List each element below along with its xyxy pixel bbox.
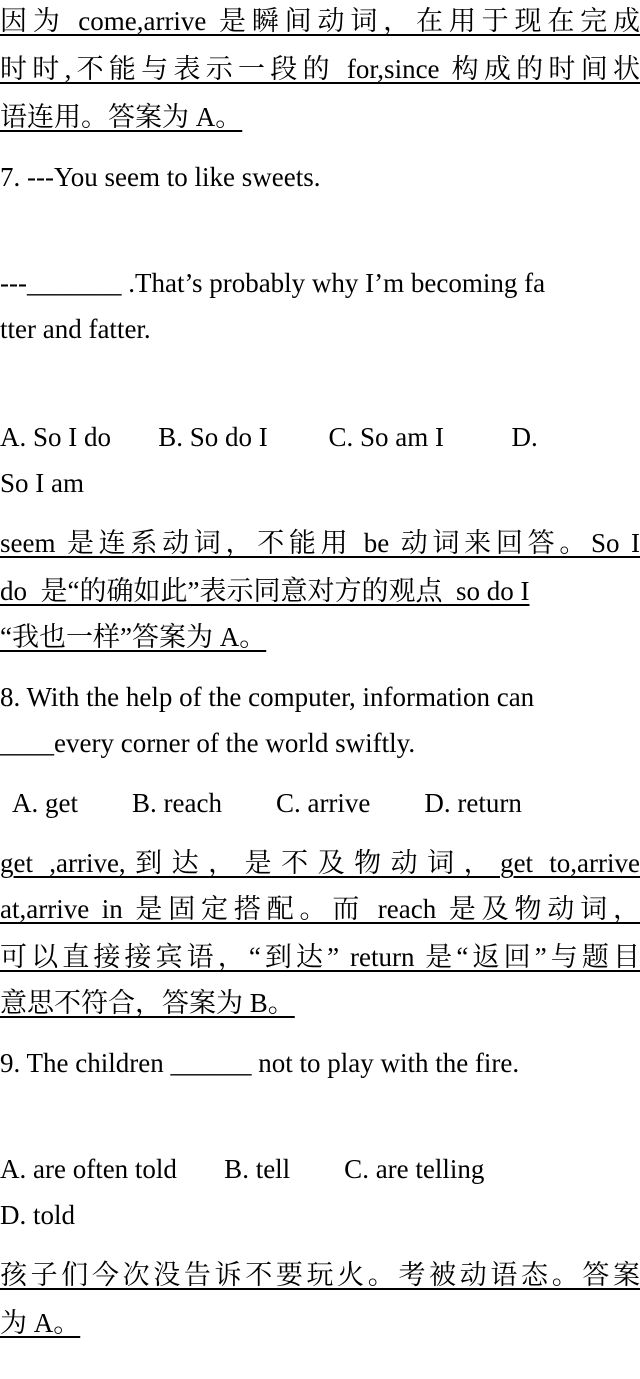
explanation-line: 孩子们今次没告诉不要玩火。考被动语态。答案 bbox=[0, 1260, 640, 1290]
options-line: D. told bbox=[0, 1200, 76, 1230]
explanation-line: do 是“的确如此”表示同意对方的观点 so do I bbox=[0, 576, 530, 606]
options-line: So I am bbox=[0, 468, 84, 498]
explanation-line: 可以直接接宾语，“到达” return 是“返回”与题目 bbox=[0, 942, 640, 972]
options-line: A. So I do B. So do I C. So am I D. bbox=[0, 422, 538, 452]
explanation-line: 为 A。 bbox=[0, 1308, 81, 1338]
explanation-line: “我也一样”答案为 A。 bbox=[0, 622, 267, 652]
question-line: 8. With the help of the computer, information can bbox=[0, 682, 535, 712]
explanation-line: at,arrive in 是固定搭配。而 reach 是及物动词， bbox=[0, 894, 640, 924]
question-line: tter and fatter. bbox=[0, 314, 151, 344]
options-line: A. get B. reach C. arrive D. return bbox=[0, 788, 522, 818]
options-line: A. are often told B. tell C. are telling bbox=[0, 1154, 485, 1184]
explanation-line: 意思不符合，答案为 B。 bbox=[0, 988, 295, 1018]
explanation-line: seem 是连系动词，不能用 be 动词来回答。So I bbox=[0, 528, 640, 558]
question-line: ---_______ .That’s probably why I’m becoming fa bbox=[0, 268, 546, 298]
question-line: 7. ---You seem to like sweets. bbox=[0, 162, 321, 192]
explanation-line: 时时,不能与表示一段的 for,since 构成的时间状 bbox=[0, 54, 640, 84]
explanation-line: 因为 come,arrive 是瞬间动词，在用于现在完成 bbox=[0, 6, 640, 36]
question-line: 9. The children ______ not to play with the fire. bbox=[0, 1048, 520, 1078]
question-line: ____every corner of the world swiftly. bbox=[0, 728, 416, 758]
explanation-line: 语连用。答案为 A。 bbox=[0, 102, 243, 132]
explanation-line: get ,arrive,到达，是不及物动词，get to,arrive bbox=[0, 848, 640, 878]
